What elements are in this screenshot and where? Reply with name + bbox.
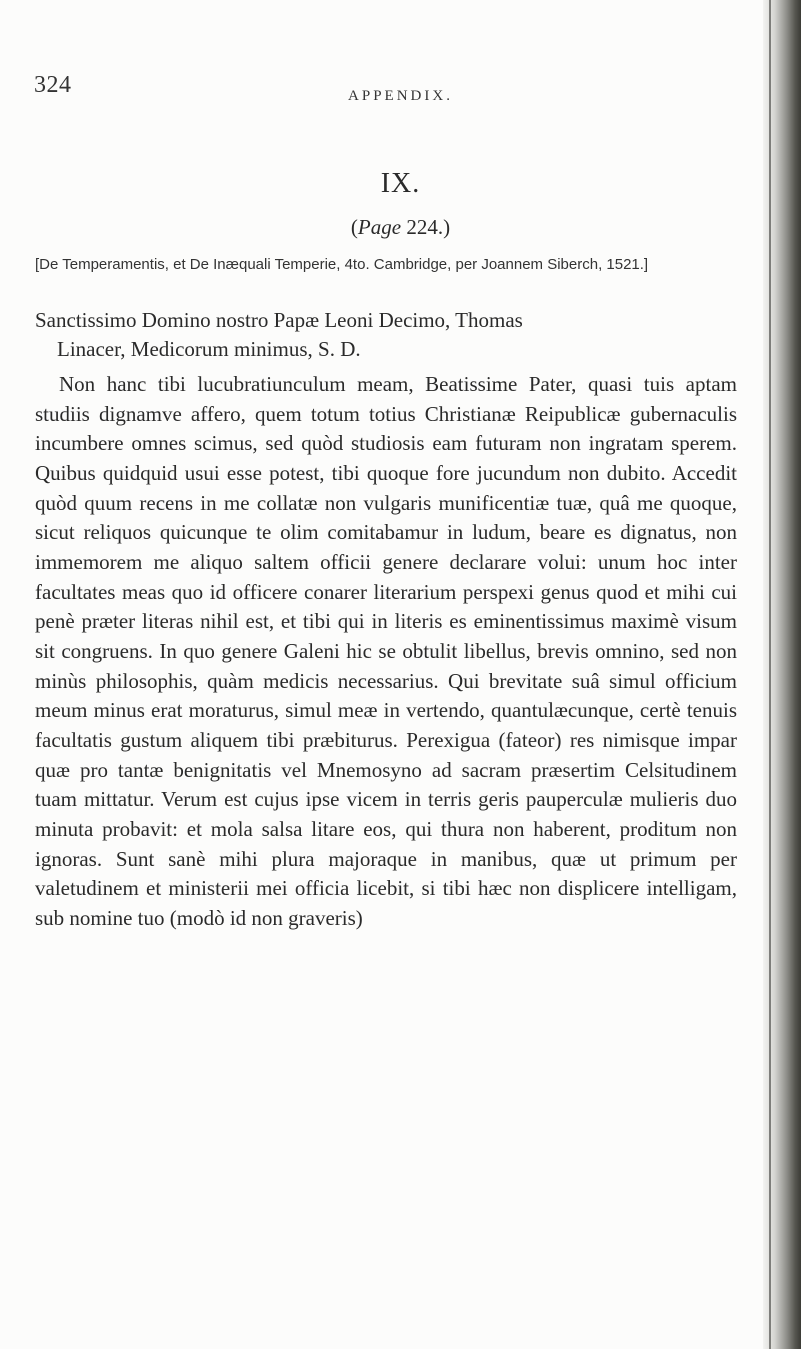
salutation xyxy=(35,306,737,364)
running-head: APPENDIX. xyxy=(348,88,453,104)
body-paragraph: Non hanc tibi lucubratiunculum meam, Beatissime Pater, quasi tuis aptam studiis dignamve affero, quem totum totius Christianæ Reipublicæ gubernaculis incumbere omnes scimus, sed quòd studiosis eam futuram non ingratam sperem. Quibus quidquid usui esse potest, tibi quoque fore jucundum non dubito. Accedit quòd quum recens in me collatæ non vulgaris munificentiæ tuæ, quâ me quoque, sicut reliquos quicunque te olim comitabamur in ludum, beare es dignatus, non immemorem me aliquo saltem officii genere declarare volui: unum hoc inter facultates meas quo id officere conarer literarium perspexi genus quod et mihi cui penè præter literas nihil est, et tibi qui in literis es eminentissimus maximè visum sit congruens. In quo genere Galeni hic se obtulit libellus, brevis omnino, sed non minùs philosophis, quàm medicis necessarius. Qui brevitate suâ simul officium meum minus erat moraturus, simul meæ in vertendo, quantulæcunque, certè tenuis facultatis gustum aliquem tibi præbiturus. Perexigua (fateor) res nimisque impar quæ pro tantæ benignitatis vel Mnemosyno ad sacram præsertim Celsitudinem tuam mittatur. Verum est cujus ipse vicem in terris geris pauperculæ mulieris duo minuta probavit: et mola salsa litare eos, qui thura non haberent, proditum non ignoras. Sunt sanè mihi plura majoraque in manibus, quæ ut primum per valetudinem et ministerii mei officia licebit, si tibi hæc non displicere intelligam, sub nomine tuo (modò id non graveris) xyxy=(35,372,737,930)
page-number: 324 xyxy=(34,72,72,98)
section-number: IX. xyxy=(380,168,421,199)
salutation-line-2: Linacer, Medicorum minimus, S. D. xyxy=(57,337,361,361)
page-ref-word: Page xyxy=(357,215,402,239)
bibliographic-note: [De Temperamentis, et De Inæquali Temperie, 4to. Cambridge, per Joannem Siberch, 1521.] xyxy=(35,256,649,273)
page-edge-line xyxy=(769,0,771,1349)
page-ref-value: 224.) xyxy=(401,215,451,239)
salutation-line-1: Sanctissimo Domino nostro Papæ Leoni Decimo, Thomas xyxy=(35,308,523,332)
page-reference xyxy=(0,215,801,240)
page-ref-open: ( xyxy=(350,215,358,239)
